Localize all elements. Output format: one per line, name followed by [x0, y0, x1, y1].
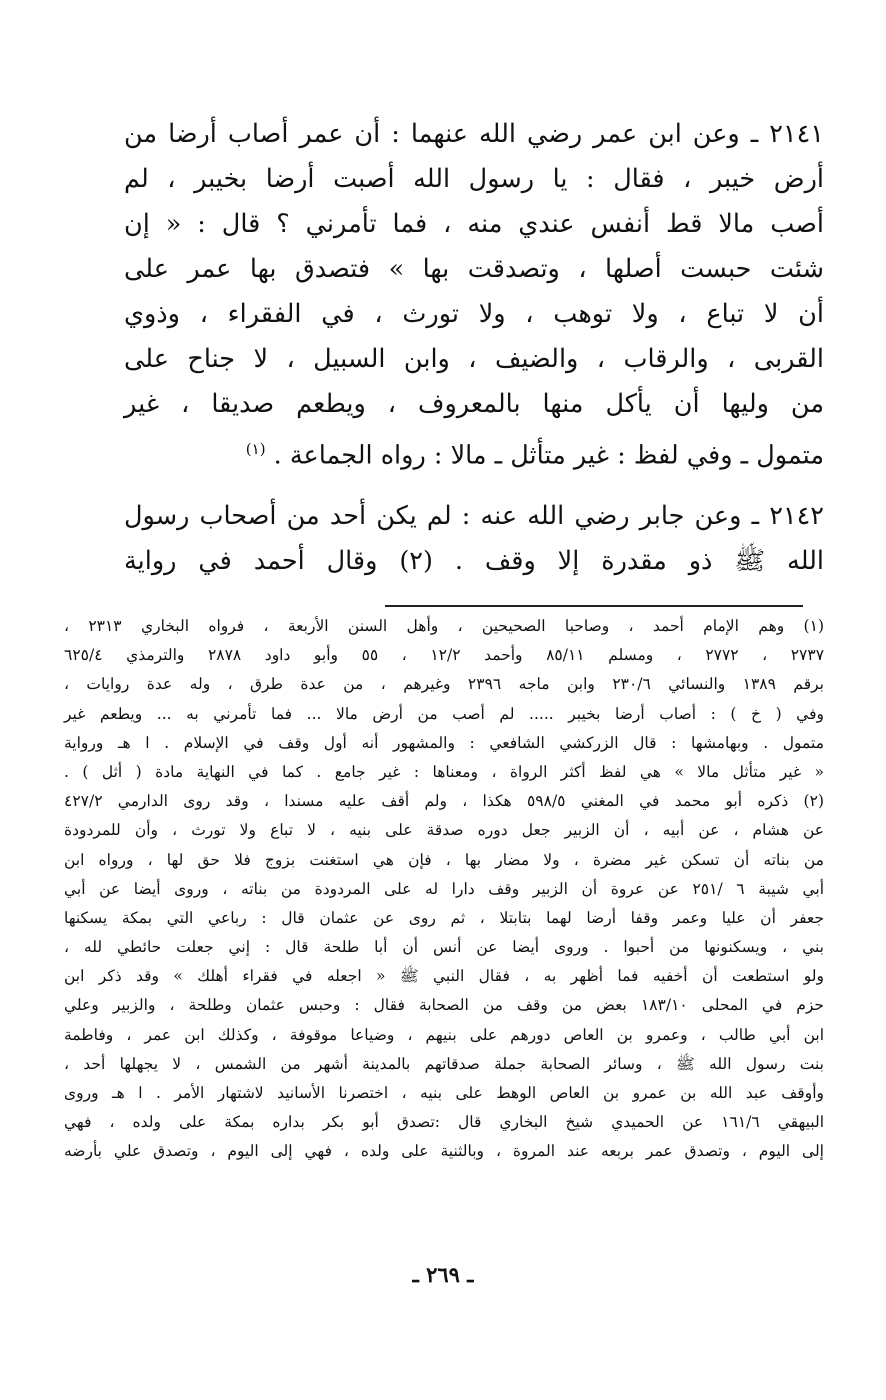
- text-line-content: متمول ـ وفي لفظ : غير متأثل ـ مالا : رواه الجماعة .: [273, 440, 824, 471]
- footnote-separator: [385, 605, 803, 607]
- footnote-line: (١) وهم الإمام أحمد ، وصاحبا الصحيحين ، وأهل السنن الأربعة ، فرواه البخاري ٢٣١٣ ،: [64, 617, 824, 635]
- footnote-line: أبي شيبة ٦ /٢٥١ عن عروة أن الزبير وقف دارا له على المردودة من بناته ، وروى أيضا عن أبي: [64, 879, 824, 898]
- text-line: أصب مالا قط أنفس عندي منه ، فما تأمرني ؟ قال : « إن: [124, 209, 824, 239]
- footnote-line: « غير متأثل مالا » هي لفظ أكثر الرواة ، ومعناها : غير جامع . كما في النهاية مادة ( أثل ) .: [64, 762, 824, 781]
- main-text: [124, 112, 824, 584]
- footnote-ref: (١): [245, 440, 266, 458]
- text-line: ٢١٤١ ـ وعن ابن عمر رضي الله عنهما : أن عمر أصاب أرضا من: [124, 119, 824, 149]
- footnote-line: بني ، ويسكنونها من أحبوا . وروى أيضا عن أنس أن أبا طلحة قال : إني جعلت حائطي لله ،: [64, 938, 824, 957]
- text-line: الله ﷺ ذو مقدرة إلا وقف . (٢) وقال أحمد في رواية: [124, 546, 824, 576]
- footnote-line: (٢) ذكره أبو محمد في المغني ٥٩٨/٥ هكذا ، ولم أقف عليه مسندا ، وقد روى الدارمي ٤٢٧/٢: [64, 792, 824, 811]
- text-line: القربى ، والرقاب ، والضيف ، وابن السبيل ، لا جناح على: [124, 344, 824, 374]
- text-line: من وليها أن يأكل منها بالمعروف ، ويطعم صديقا ، غير: [124, 389, 824, 419]
- hadith-2141: [124, 112, 824, 472]
- footnote-line: من بناته أن تسكن غير مضرة ، ولا مضار بها ، فإن هي استغنت بزوج فلا حق لها ، ورواه ابن: [64, 850, 824, 869]
- footnote-line: ابن أبي طالب ، وعمرو بن العاص دورهم على بنيهم ، وضياعا موقوفة ، وكذلك ابن عمر ، وفاطمة: [64, 1025, 824, 1044]
- text-line: أن لا تباع ، ولا توهب ، ولا تورث ، في الفقراء ، وذوي: [124, 299, 824, 329]
- footnote-line: وفي ( خ ) : أصاب أرضا بخيبر ..... لم أصب من أرض مالا ... فما تأمرني به ... ويطعم غير: [64, 704, 824, 723]
- text-line: شئت حبست أصلها ، وتصدقت بها » فتصدق بها عمر على: [124, 254, 824, 284]
- text-line: [124, 427, 824, 472]
- footnote-line: عن هشام ، عن أبيه ، أن الزبير جعل دوره صدقة على بنيه ، لا تباع ولا تورث ، وأن للمردودة: [64, 821, 824, 840]
- hadith-2142: [124, 494, 824, 584]
- text-line: أرض خيبر ، فقال : يا رسول الله أصبت أرضا بخيبر ، لم: [124, 164, 824, 194]
- paragraph-gap: [124, 472, 824, 494]
- footnote-line: البيهقي ١٦١/٦ عن الحميدي شيخ البخاري قال :تصدق أبو بكر بداره بمكة على ولده ، فهي: [64, 1113, 824, 1132]
- page-number: ـ ٢٦٩ ـ: [412, 1262, 474, 1287]
- footnote-line: جعفر أن عليا وعمر وقفا أرضا لهما بتابتلا ، ثم روى عن عثمان قال : رباعي التي بمكة يسكنها: [64, 908, 824, 927]
- footnote-line: برقم ١٣٨٩ والنسائي ٢٣٠/٦ وابن ماجه ٢٣٩٦ وغيرهم ، من عدة طرق ، وله عدة روايات ،: [64, 675, 824, 694]
- footnote-line: بنت رسول الله ﷺ ، وسائر الصحابة جملة صدقاتهم بالمدينة أشهر من الشمس ، لا يجهلها أحد ،: [64, 1054, 824, 1073]
- text-line: ٢١٤٢ ـ وعن جابر رضي الله عنه : لم يكن أحد من أصحاب رسول: [124, 501, 824, 531]
- footnote-line: وأوقف عبد الله بن عمرو بن العاص الوهط على بنيه ، اختصرنا الأسانيد لاشتهار الأمر . ا هـ وروى: [64, 1084, 824, 1102]
- footnote-line: ولو استطعت أن أخفيه فما أظهر به ، فقال النبي ﷺ « اجعله في فقراء أهلك » وقد ذكر ابن: [64, 967, 824, 986]
- footnote-line: حزم في المحلى ١٨٣/١٠ بعض من وقف من الصحابة فقال : وحبس عثمان وطلحة ، والزبير وعلي: [64, 996, 824, 1015]
- footnotes: [64, 612, 824, 1167]
- footnote-line: إلى اليوم ، وتصدق عمر بربعه عند المروة ، وبالثنية على ولده ، فهي إلى اليوم ، وتصدق علي بأرضه: [64, 1142, 824, 1161]
- footnote-line: ٢٧٣٧ ، ٢٧٧٢ ، ومسلم ٨٥/١١ وأحمد ١٢/٢ ، ٥٥ وأبو داود ٢٨٧٨ والترمذي ٦٢٥/٤: [64, 646, 825, 665]
- footnote-line: متمول . وبهامشها : قال الزركشي الشافعي : والمشهور أنه أول وقف في الإسلام . ا هـ ورواية: [64, 733, 824, 752]
